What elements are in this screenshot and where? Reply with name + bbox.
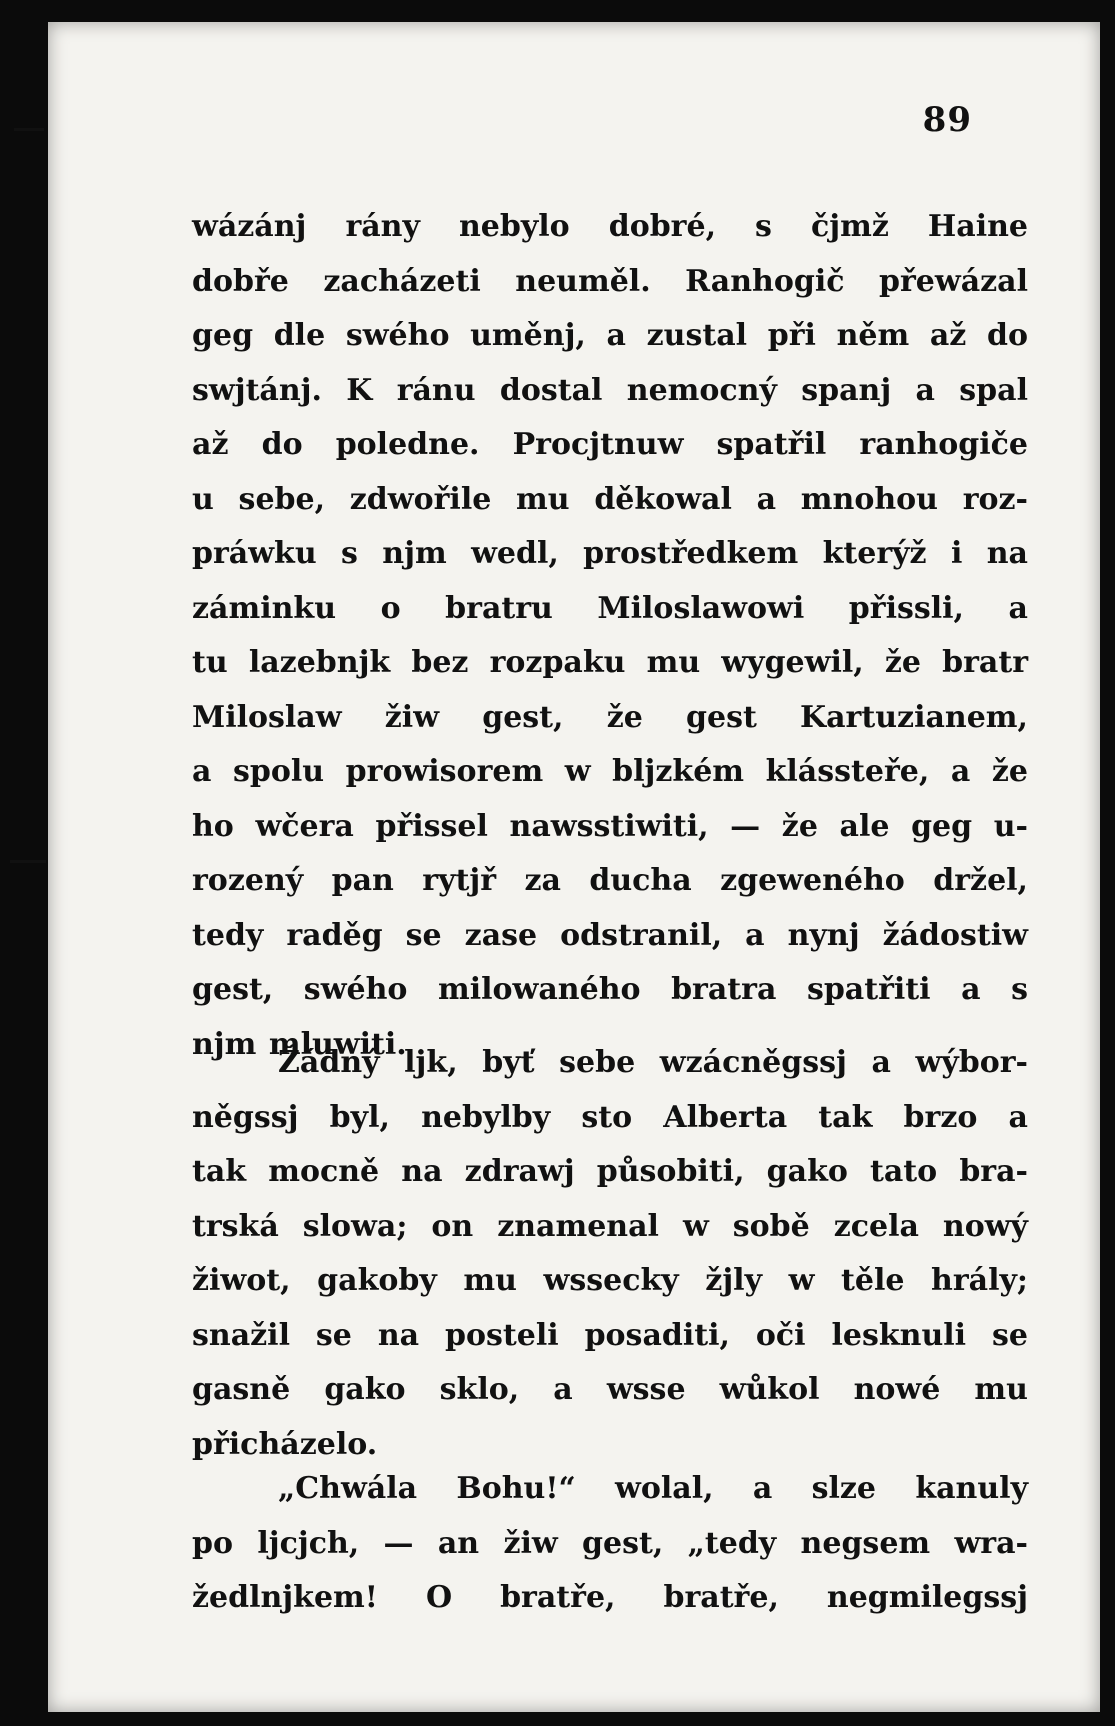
text-line: snažil se na posteli posaditi, oči lesknuli se	[192, 1317, 1028, 1353]
text-line: Žádný ljk, byť sebe wzácněgssj a wýbor-	[278, 1045, 1028, 1080]
text-line: záminku o bratru Miloslawowi přissli, a	[192, 590, 1028, 626]
text-line: tedy raděg se zase odstranil, a nynj žádostiw	[192, 917, 1028, 953]
text-line: přicházelo.	[192, 1426, 378, 1462]
page-number: 89	[922, 100, 972, 140]
text-line: trská slowa; on znamenal w sobě zcela nowý	[192, 1208, 1028, 1244]
text-line: „Chwála Bohu!“ wolal, a slze kanuly	[278, 1471, 1028, 1506]
text-line: a spolu prowisorem w bljzkém klássteře, a že	[192, 754, 1028, 789]
margin-mark	[14, 128, 44, 131]
paragraph-1	[192, 200, 1028, 1072]
text-line: Miloslaw žiw gest, že gest Kartuzianem,	[192, 699, 1028, 735]
text-line: po ljcjch, — an žiw gest, „tedy negsem wra-	[192, 1525, 1028, 1561]
text-line: tu lazebnjk bez rozpaku mu wygewil, že bratr	[192, 645, 1028, 680]
paragraph-3	[192, 1462, 1028, 1626]
text-line: ho wčera přissel nawsstiwiti, — že ale geg u-	[192, 808, 1028, 844]
text-line: něgssj byl, nebylby sto Alberta tak brzo a	[192, 1099, 1028, 1135]
text-line: práwku s njm wedl, prostředkem kterýž i na	[192, 536, 1028, 571]
text-line: njm mluwiti.	[192, 1026, 407, 1062]
margin-mark	[10, 860, 46, 863]
text-line: geg dle swého uměnj, a zustal při něm až do	[192, 318, 1028, 353]
text-line: gasně gako sklo, a wsse wůkol nowé mu	[192, 1372, 1028, 1407]
text-line: swjtánj. K ránu dostal nemocný spanj a spal	[192, 372, 1028, 408]
paragraph-2	[192, 1036, 1028, 1472]
text-line: rozený pan rytjř za ducha zgeweného držel,	[192, 863, 1028, 898]
text-line: až do poledne. Procjtnuw spatřil ranhogiče	[192, 427, 1028, 462]
text-line: u sebe, zdwořile mu děkowal a mnohou roz-	[192, 481, 1028, 517]
text-line: dobře zacházeti neuměl. Ranhogič přewázal	[192, 263, 1028, 299]
text-line: tak mocně na zdrawj působiti, gako tato bra-	[192, 1154, 1028, 1189]
text-line: žiwot, gakoby mu wssecky žjly w těle hrály;	[192, 1263, 1028, 1298]
book-page	[48, 22, 1100, 1712]
text-line: gest, swého milowaného bratra spatřiti a s	[192, 972, 1028, 1007]
text-line: žedlnjkem! O bratře, bratře, negmilegssj	[192, 1580, 1028, 1615]
text-line: wázánj rány nebylo dobré, s čjmž Haine	[192, 209, 1028, 244]
